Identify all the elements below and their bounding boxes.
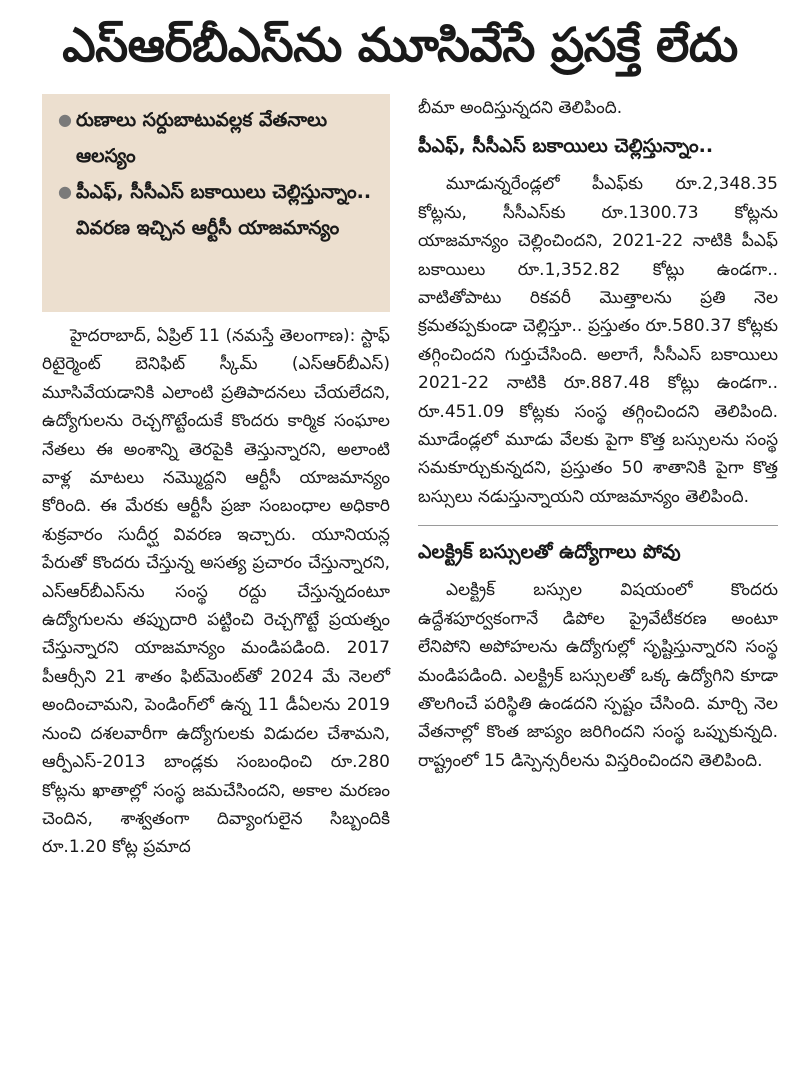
- bullet-icon: ●: [58, 110, 72, 129]
- summary-box: [42, 94, 390, 312]
- headline: ఎస్‌ఆర్‌బీఎస్‌ను మూసివేసే ప్రసక్తే లేదు: [62, 18, 738, 73]
- bullet-icon: ●: [58, 182, 72, 201]
- article-body-right-1: మూడున్నరేండ్లలో పీఎఫ్‌కు రూ.2,348.35 కోట్లను, సీసీఎస్‌కు రూ.1300.73 కోట్లను యాజమాన్యం చెల్లించిందని, 2021-22 నాటికి పీఎఫ్‌ బకాయిలు రూ.1,352.82 కోట్లు ఉండగా.. వాటితోపాటు రికవరీ మొత్తాలను ప్రతి నెల క్రమతప్పకుండా చెల్లిస్తూ.. ప్రస్తుతం రూ.580.37 కోట్లకు తగ్గించిందని గుర్తుచేసింది. అలాగే, సీసీఎస్‌ బకాయిలు 2021-22 నాటికి రూ.887.48 కోట్లు ఉండగా.. రూ.451.09 కోట్లకు సంస్థ తగ్గించిందని తెలిపింది. మూడేండ్లలో మూడు వేలకు పైగా కొత్త బస్సులను సంస్థ సమకూర్చుకున్నదని, ప్రస్తుతం 50 శాతానికి పైగా కొత్త బస్సులు నడుస్తున్నాయని యాజమాన్యం తెలిపింది.: [418, 174, 778, 507]
- article-body-right-2: ఎలక్ట్రిక్‌ బస్సుల విషయంలో కొందరు ఉద్దేశపూర్వకంగానే డిపోల ప్రైవేటీకరణ అంటూ లేనిపోని అపోహలను ఉద్యోగుల్లో సృష్టిస్తున్నారని సంస్థ మండిపడింది. ఎలక్ట్రిక్‌ బస్సులతో ఒక్క ఉద్యోగిని కూడా తొలగించే పరిస్థితి ఉండదని స్పష్టం చేసింది. మార్చి నెల వేతనాల్లో కొంత జాప్యం జరిగిందని సంస్థ ఒప్పుకున్నది. రాష్ట్రంలో 15 డిస్పెన్సరీలను విస్తరించిందని తెలిపింది.: [418, 580, 778, 771]
- subheading-pf-ccs: పీఎఫ్‌, సీసీఎస్‌ బకాయిలు చెల్లిస్తున్నాం..: [418, 135, 714, 158]
- article-body-left: హైదరాబాద్‌, ఏప్రిల్‌ 11 (నమస్తే తెలంగాణ): స్టాఫ్‌ రిటైర్మెంట్‌ బెనిఫిట్‌ స్కీమ్‌ (ఎస్‌ఆర్‌బీఎస్‌) మూసివేయడానికి ఎలాంటి ప్రతిపాదనలు చేయలేదని, ఉద్యోగులను రెచ్చగొట్టేందుకే కొందరు కార్మిక సంఘాల నేతలు ఈ అంశాన్ని తెరపైకి తెస్తున్నారని, అలాంటి వాళ్ల మాటలు నమ్మొద్దని ఆర్టీసీ యాజమాన్యం కోరింది. ఈ మేరకు ఆర్టీసీ ప్రజా సంబంధాల అధికారి శుక్రవారం సుదీర్ఘ వివరణ ఇచ్చారు. యూనియన్ల పేరుతో కొందరు చేస్తున్న అసత్య ప్రచారం చేస్తున్నారని, ఎస్‌ఆర్‌బీఎస్‌ను సంస్థ రద్దు చేస్తున్నదంటూ ఉద్యోగులను తప్పుదారి పట్టించి రెచ్చగొట్టే ప్రయత్నం చేస్తున్నారని యాజమాన్యం మండిపడింది. 2017 పీఆర్సీని 21 శాతం ఫిట్‌మెంట్‌తో 2024 మే నెలలో అందించామని, పెండింగ్‌లో ఉన్న 11 డీఏలను 2019 నుంచి దశలవారీగా ఉద్యోగులకు విడుదల చేశామని, ఆర్పీఎస్‌-2013 బాండ్లకు సంబంధించి రూ.280 కోట్లను ఖాతాల్లో సంస్థ జమచేసిందని, అకాల మరణం చెందిన, శాశ్వతంగా దివ్యాంగులైన సిబ్బందికి రూ.1.20 కోట్ల ప్రమాద: [42, 326, 390, 858]
- subheading-electric-buses: ఎలక్ట్రిక్‌ బస్సులతో ఉద్యోగాలు పోవు: [418, 541, 681, 564]
- summary-text: పీఎఫ్‌, సీసీఎస్‌ బకాయిలు చెల్లిస్తున్నాం.. వివరణ ఇచ్చిన ఆర్టీసీ యాజమాన్యం: [76, 181, 372, 239]
- left-column: [42, 94, 390, 862]
- right-column: [418, 94, 778, 775]
- article-continuation: బీమా అందిస్తున్నదని తెలిపింది.: [418, 98, 623, 118]
- summary-text: రుణాలు సర్దుబాటువల్లక వేతనాలు ఆలస్యం: [76, 109, 328, 167]
- section-divider: [418, 525, 778, 526]
- summary-item: [58, 174, 378, 246]
- summary-item: [58, 102, 378, 174]
